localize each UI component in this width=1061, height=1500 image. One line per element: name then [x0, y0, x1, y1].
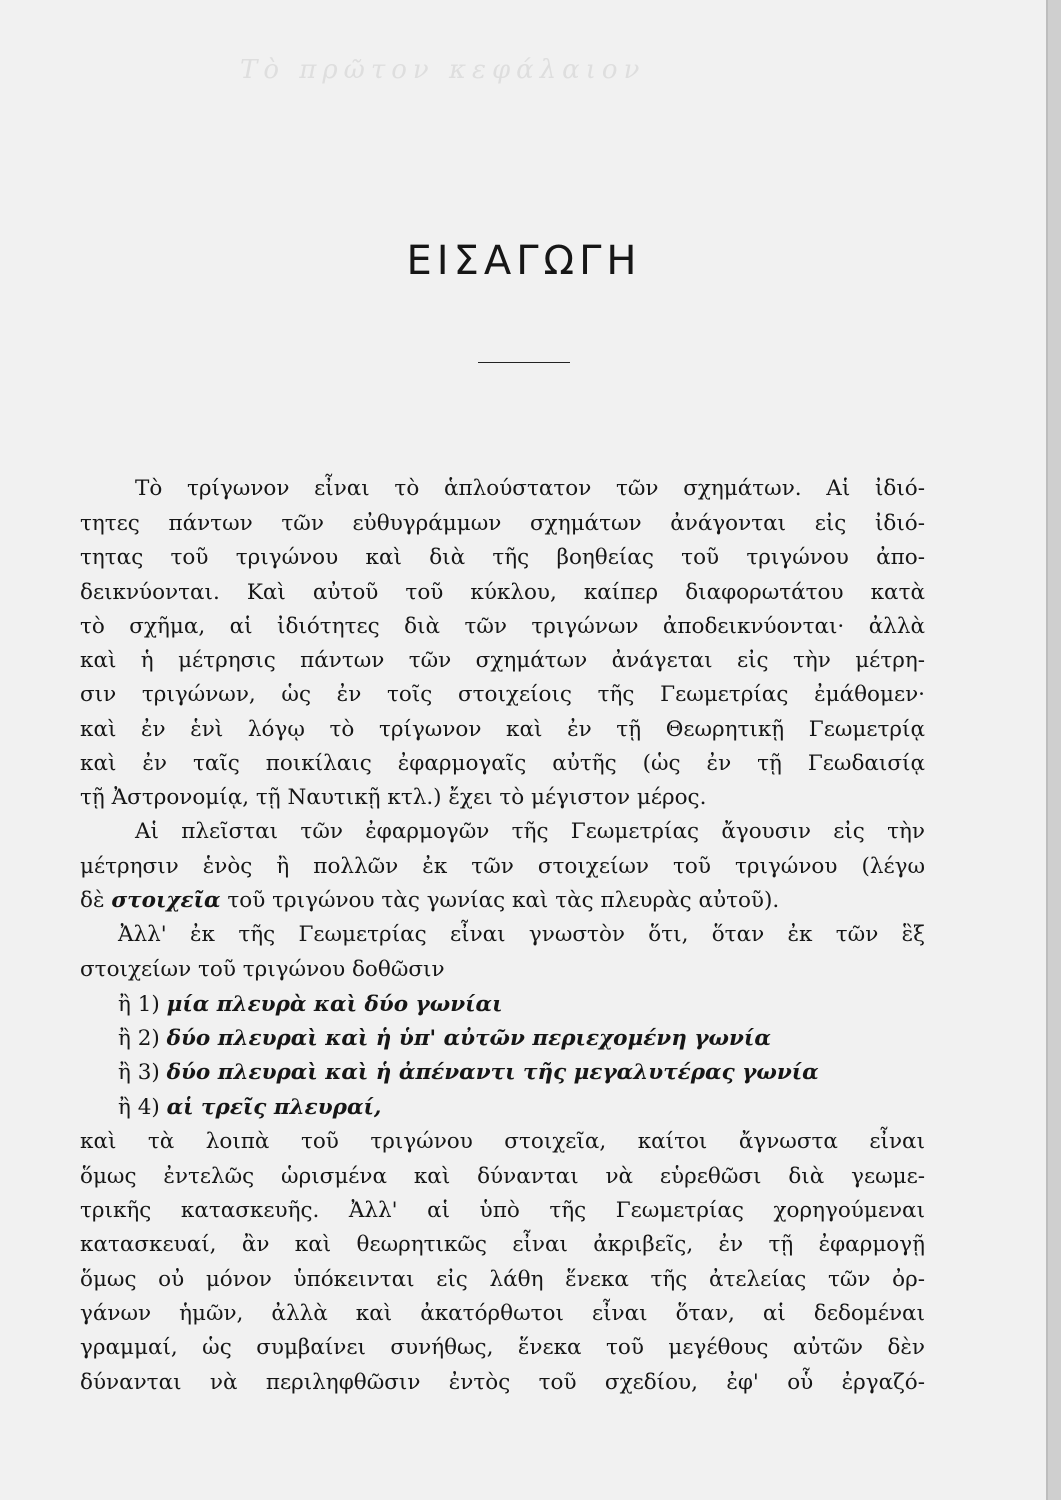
text-line — [80, 1162, 925, 1192]
line-text: Ἀλλ' ἐκ τῆς Γεωμετρίας εἶναι γνωστὸν ὅτι, ὅταν ἐκ τῶν ἓξ — [118, 922, 925, 947]
line-text: ὅμως ἐντελῶς ὡρισμένα καὶ δύνανται νὰ εὑρεθῶσι διὰ γεωμε- — [80, 1164, 925, 1189]
text-line — [135, 474, 925, 504]
text-line — [135, 817, 925, 847]
text-line — [118, 1093, 460, 1123]
text-line — [118, 1058, 925, 1088]
text-line — [80, 543, 925, 573]
line-text: ἢ 1) — [118, 992, 167, 1017]
text-line — [80, 612, 925, 642]
line-text: καὶ τὰ λοιπὰ τοῦ τριγώνου στοιχεῖα, καίτοι ἄγνωστα εἶναι — [80, 1129, 925, 1154]
line-text: καὶ ἐν ἑνὶ λόγῳ τὸ τρίγωνον καὶ ἐν τῇ Θεωρητικῇ Γεωμετρίᾳ — [80, 717, 925, 742]
text-line — [80, 646, 925, 676]
line-text: τρικῆς κατασκευῆς. Ἀλλ' αἱ ὑπὸ τῆς Γεωμετρίας χορηγούμεναι — [80, 1198, 925, 1223]
line-text: τητας τοῦ τριγώνου καὶ διὰ τῆς βοηθείας τοῦ τριγώνου ἀπο- — [80, 545, 925, 570]
line-text: καὶ ἡ μέτρησις πάντων τῶν σχημάτων ἀνάγεται εἰς τὴν μέτρη- — [80, 648, 925, 673]
line-text: δεικνύονται. Καὶ αὐτοῦ τοῦ κύκλου, καίπερ διαφορωτάτου κατὰ — [80, 580, 925, 605]
text-line — [80, 1196, 925, 1226]
line-text: ἢ 3) — [118, 1060, 167, 1085]
emphasis-text: στοιχεῖα — [111, 888, 221, 913]
line-text: μέτρησιν ἑνὸς ἢ πολλῶν ἐκ τῶν στοιχείων τοῦ τριγώνου (λέγω — [80, 854, 925, 879]
text-line — [80, 783, 850, 813]
emphasis-text: δύο πλευραὶ καὶ ἡ ὑπ' αὐτῶν περιεχομένη γωνία — [166, 1026, 771, 1051]
line-text: τοῦ τριγώνου τὰς γωνίας καὶ τὰς πλευρὰς αὐτοῦ). — [220, 888, 780, 913]
line-text: τὸ σχῆμα, αἱ ἰδιότητες διὰ τῶν τριγώνων ἀποδεικνύονται· ἀλλὰ — [80, 614, 925, 639]
line-text: τητες πάντων τῶν εὐθυγράμμων σχημάτων ἀνάγονται εἰς ἰδιό- — [80, 511, 925, 536]
line-text: σιν τριγώνων, ὡς ἐν τοῖς στοιχείοις τῆς Γεωμετρίας ἐμάθομεν· — [80, 682, 925, 707]
line-text: κατασκευαί, ἂν καὶ θεωρητικῶς εἶναι ἀκριβεῖς, ἐν τῇ ἐφαρμογῇ — [80, 1232, 925, 1257]
emphasis-text: αἱ τρεῖς πλευραί, — [166, 1095, 382, 1120]
text-line — [80, 1368, 925, 1398]
chapter-title: ΕΙΣΑΓΩΓΗ — [406, 238, 642, 284]
line-text: γάνων ἡμῶν, ἀλλὰ καὶ ἀκατόρθωτοι εἶναι ὅταν, αἱ δεδομέναι — [80, 1301, 925, 1326]
page-edge — [1048, 0, 1061, 1500]
text-line — [80, 852, 925, 882]
line-text: Αἱ πλεῖσται τῶν ἐφαρμογῶν τῆς Γεωμετρίας ἄγουσιν εἰς τὴν — [135, 819, 925, 844]
text-line — [118, 920, 925, 950]
line-text: Τὸ τρίγωνον εἶναι τὸ ἁπλούστατον τῶν σχημάτων. Αἱ ἰδιό- — [135, 476, 925, 501]
line-text: τῇ Ἀστρονομίᾳ, τῇ Ναυτικῇ κτλ.) ἔχει τὸ μέγιστον μέρος. — [80, 785, 707, 810]
bleed-through-text: Τὸ πρῶτον κεφάλαιον — [240, 55, 646, 85]
line-text: ἢ 4) — [118, 1095, 167, 1120]
emphasis-text: μία πλευρὰ καὶ δύο γωνίαι — [166, 992, 503, 1017]
text-line — [80, 1127, 925, 1157]
text-line — [80, 1299, 925, 1329]
text-line — [80, 680, 925, 710]
line-text: δύνανται νὰ περιληφθῶσιν ἐντὸς τοῦ σχεδίου, ἐφ' οὗ ἐργαζό- — [80, 1370, 925, 1395]
line-text: καὶ ἐν ταῖς ποικίλαις ἐφαρμογαῖς αὐτῆς (ὡς ἐν τῇ Γεωδαισίᾳ — [80, 751, 925, 776]
text-line — [80, 886, 910, 916]
title-rule — [478, 362, 570, 363]
text-line — [118, 1024, 925, 1054]
text-line — [80, 509, 925, 539]
line-text: στοιχείων τοῦ τριγώνου δοθῶσιν — [80, 957, 445, 982]
text-line — [80, 749, 925, 779]
text-line — [80, 1230, 925, 1260]
line-text: δὲ — [80, 888, 112, 913]
text-line — [80, 1265, 925, 1295]
line-text: ἢ 2) — [118, 1026, 167, 1051]
text-line — [118, 990, 890, 1020]
line-text: γραμμαί, ὡς συμβαίνει συνήθως, ἕνεκα τοῦ μεγέθους αὐτῶν δὲν — [80, 1335, 925, 1360]
line-text: ὅμως οὐ μόνον ὑπόκεινται εἰς λάθη ἕνεκα τῆς ἀτελείας τῶν ὀρ- — [80, 1267, 925, 1292]
text-line — [80, 715, 925, 745]
text-line — [80, 1333, 925, 1363]
text-line — [80, 955, 520, 985]
emphasis-text: δύο πλευραὶ καὶ ἡ ἀπέναντι τῆς μεγαλυτέρας γωνία — [166, 1060, 819, 1085]
text-line — [80, 578, 925, 608]
